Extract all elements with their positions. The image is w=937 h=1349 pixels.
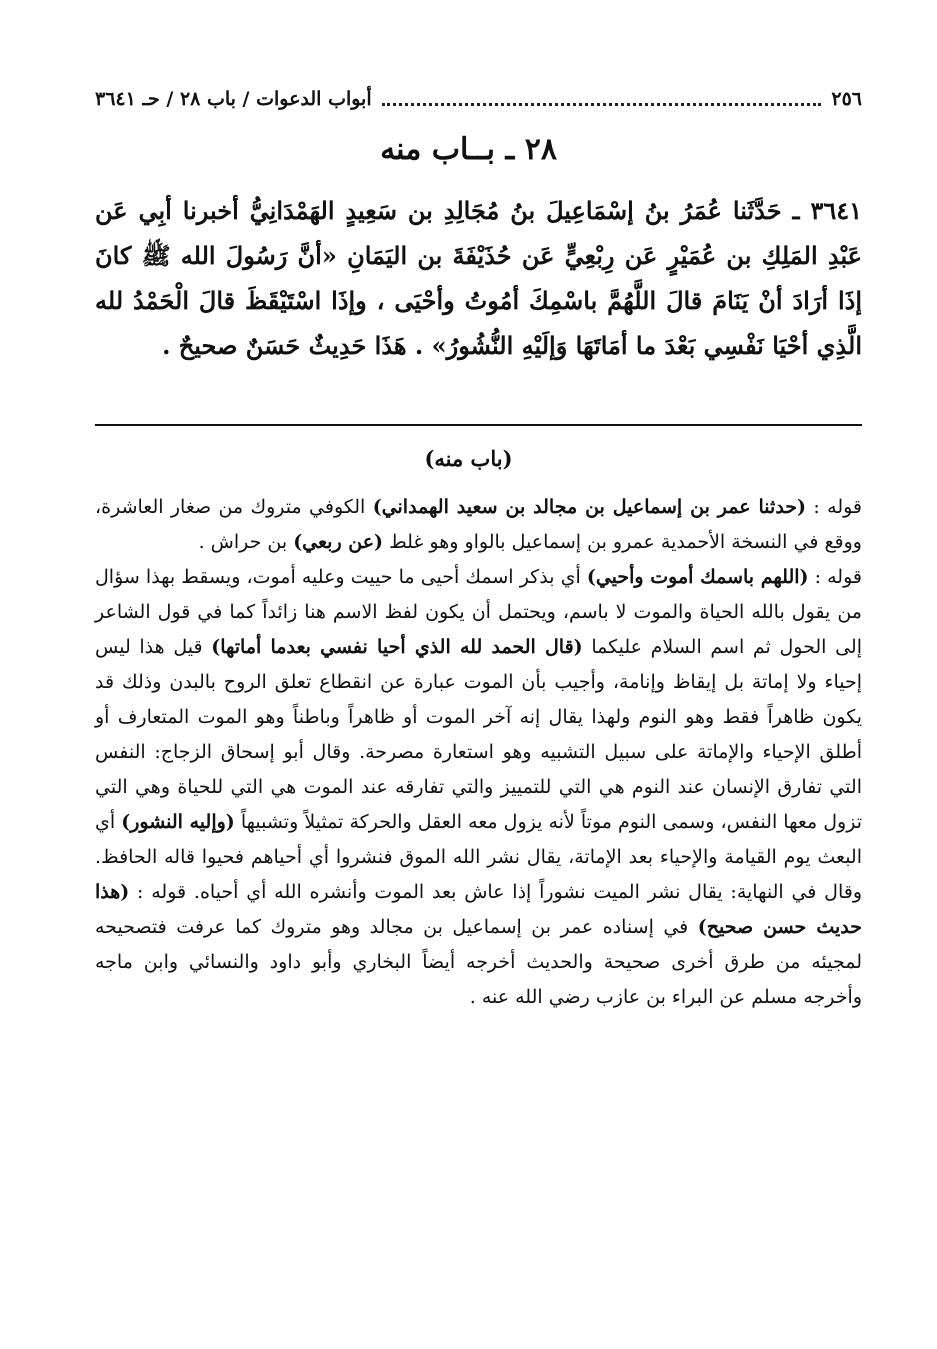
commentary-text: بن حراش . (198, 531, 294, 553)
running-title: أبواب الدعوات / باب ٢٨ / حـ ٣٦٤١ (95, 88, 372, 110)
commentary-quote: (عن ربعي) (293, 531, 384, 553)
commentary-lead: قوله : (129, 881, 187, 903)
running-header (95, 84, 862, 114)
hadith-text: ٣٦٤١ ـ حَدَّثَنا عُمَرُ بنُ إسْمَاعِيلَ بنُ مُجَالِدِ بن سَعِيدٍ الهَمْدَانِيُّ أخبرنا أبِي عَن عَبْدِ المَلِكِ بن عُمَيْرٍ عَن رِبْعِيٍّ عَن حُذَيْفَةَ بن اليَمَانِ «أنَّ رَسُولَ الله ﷺ كانَ إذَا أرَادَ أنْ يَنَامَ قالَ اللَّهُمَّ باسْمِكَ أمُوتُ وأحْيَى ، وإذَا اسْتَيْقَظَ قالَ الْحَمْدُ لله الَّذِي أحْيَا نَفْسِي بَعْدَ ما أمَاتَهَا وَإلَيْهِ النُّشُورُ» . هَذَا حَدِيثٌ حَسَنٌ صحيحٌ . (95, 196, 863, 360)
commentary-text: أي بذكر اسمك أحيى ما حييت وعليه أموت، ويسقط بهذا سؤال من يقول بالله الحياة والموت لا باسم، ويحتمل أن يكون لفظ الاسم هنا زائداً كما في قول الشاعر إلى الحول ثم اسم السلام عليكما (95, 566, 862, 658)
section-divider (95, 424, 862, 426)
commentary-quote: (حدثنا عمر بن إسماعيل بن مجالد بن سعيد الهمداني) (372, 496, 807, 518)
commentary-text: في إسناده عمر بن إسماعيل بن مجالد وهو متروك كما عرفت فتصحيحه لمجيئه من طرق أخرى صحيحة والحديث أخرجه أيضاً البخاري وأبو داود والنسائي وابن ماجه وأخرجه مسلم عن البراء بن عازب رضي الله عنه . (95, 916, 862, 1008)
commentary-lead: قوله : (806, 496, 863, 518)
commentary-body (95, 490, 862, 1015)
commentary-text: أي البعث يوم القيامة والإحياء بعد الإماتة، يقال نشر الله الموق فنشروا أي أحياهم فحيوا قاله الحافظ. وقال في النهاية: يقال نشر الميت نشوراً إذا عاش بعد الموت وأنشره الله أي أحياه. (95, 811, 862, 903)
leader-dots (382, 93, 822, 106)
chapter-title: ٢٨ ـ بــاب منه (380, 132, 557, 167)
commentary-text: الكوفي متروك من صغار العاشرة، ووقع في النسخة الأحمدية عمرو بن إسماعيل بالواو وهو غلط (95, 496, 862, 553)
commentary-quote: (وإليه النشور) (121, 811, 235, 833)
commentary-quote: (قال الحمد لله الذي أحيا نفسي بعدما أماتها) (211, 636, 583, 658)
page-number: ٢٥٦ (831, 88, 862, 110)
commentary-title: (باب منه) (424, 446, 513, 471)
commentary-quote: (هذا حديث حسن صحيح) (95, 881, 863, 938)
commentary-quote: (اللهم باسمك أموت وأحيي) (586, 566, 809, 588)
commentary-lead: قوله : (808, 566, 862, 588)
commentary-text: قيل هذا ليس إحياء ولا إماتة بل إيقاظ وإنامة، وأجيب بأن الموت عبارة عن انقطاع تعلق الروح بالبدن وذلك قد يكون ظاهراً فقط وهو النوم ولهذا يقال إنه آخر الموت أو ظاهراً وباطناً وهو الموت المتعارف أو أطلق الإحياء والإماتة على سبيل التشبيه وهو استعارة مصرحة. وقال أبو إسحاق الزجاج: النفس التي تفارق الإنسان عند النوم هي التي للتمييز والتي تفارقه عند الموت هي التي للحياة وهي التي تزول معها النفس، وسمى النوم موتاً لأنه يزول معه العقل والحركة تمثيلاً وتشبيهاً (95, 636, 863, 833)
